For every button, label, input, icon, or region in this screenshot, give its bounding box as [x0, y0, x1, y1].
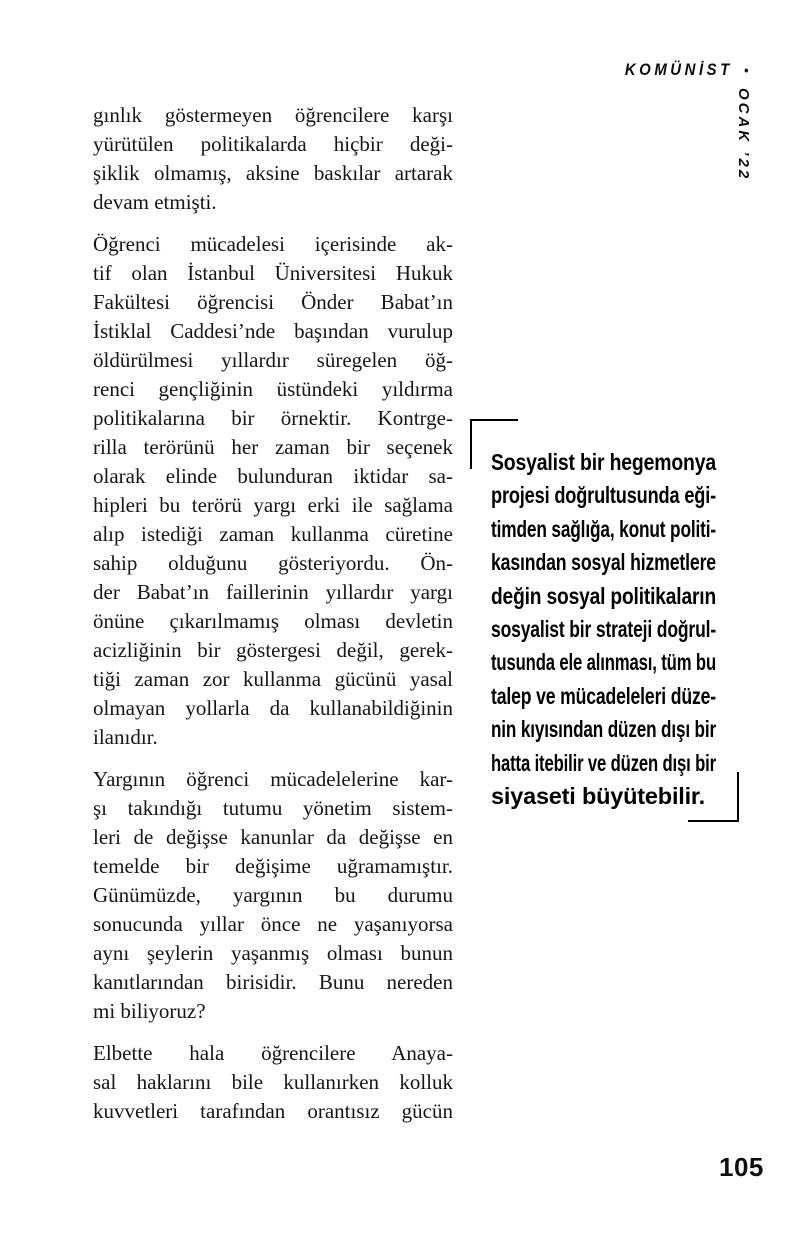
article-paragraph-2: Öğrenci mücadelesi içerisinde ak- tif olan İstanbul Üniversitesi Hukuk Fakültesi öğrencisi Önder Babat’ın İstiklal Caddesi’nde başından vurulup öldürülmesi yıllardır süregelen öğ- renci gençliğinin üstündeki yıldırma politikalarına bir örnektir. Kontrge- rilla terörünü her zaman bir seçenek olarak elinde bulunduran iktidar sa- hipleri bu terörü yargı erki ile sağlama alıp istediği zaman kullanma cüretine sahip olduğunu gösteriyordu. Ön- der Babat’ın faillerinin yıllardır yargı önüne çıkarılmamış olması devletin acizliğinin bir göstergesi değil, gerek- tiği zaman zor kullanma gücünü yasal olmayan yollarla da kullanabildiğinin ilanıdır. — [93, 232, 453, 749]
magazine-title — [625, 60, 748, 80]
article-paragraph-3: Yargının öğrenci mücadelelerine kar- şı takındığı tutumu yönetim sistem- leri de değişse kanunlar da değişse en temelde bir değişime uğramamıştır. Günümüzde, yargının bu durumu sonucunda yıllar önce ne yaşanıyorsa aynı şeylerin yaşanmış olması bunun kanıtlarından birisidir. Bunu nereden mi biliyoruz? — [93, 767, 453, 1023]
page-number: 105 — [719, 1152, 764, 1182]
bullet-separator: • — [743, 62, 748, 78]
article-text-column — [93, 101, 453, 1139]
pull-quote-text: Sosyalist bir hegemonya projesi doğrultusunda eği- timden sağlığa, konut politi- kasından sosyal hizmetlere değin sosyal politikaların sosyalist bir strateji doğrul- tusunda ele alınması, tüm bu talep ve mücadeleleri düze- nin kıyısından düzen dışı bir hatta itebilir ve düzen dışı bir siyaseti büyütebilir. — [491, 449, 716, 810]
quote-bracket-bottom-right — [688, 772, 739, 822]
article-paragraph-4: Elbette hala öğrencilere Anaya- sal haklarını bile kullanırken kolluk kuvvetleri tarafından orantısız gücün — [93, 1041, 453, 1123]
article-paragraph-1: gınlık göstermeyen öğrencilere karşı yürütülen politikalarda hiçbir deği- şiklik olmamış, aksine baskılar artarak devam etmişti. — [93, 103, 453, 214]
magazine-title-text: KOMÜNİST — [624, 60, 733, 79]
issue-date: OCAK ’22 — [735, 88, 752, 182]
